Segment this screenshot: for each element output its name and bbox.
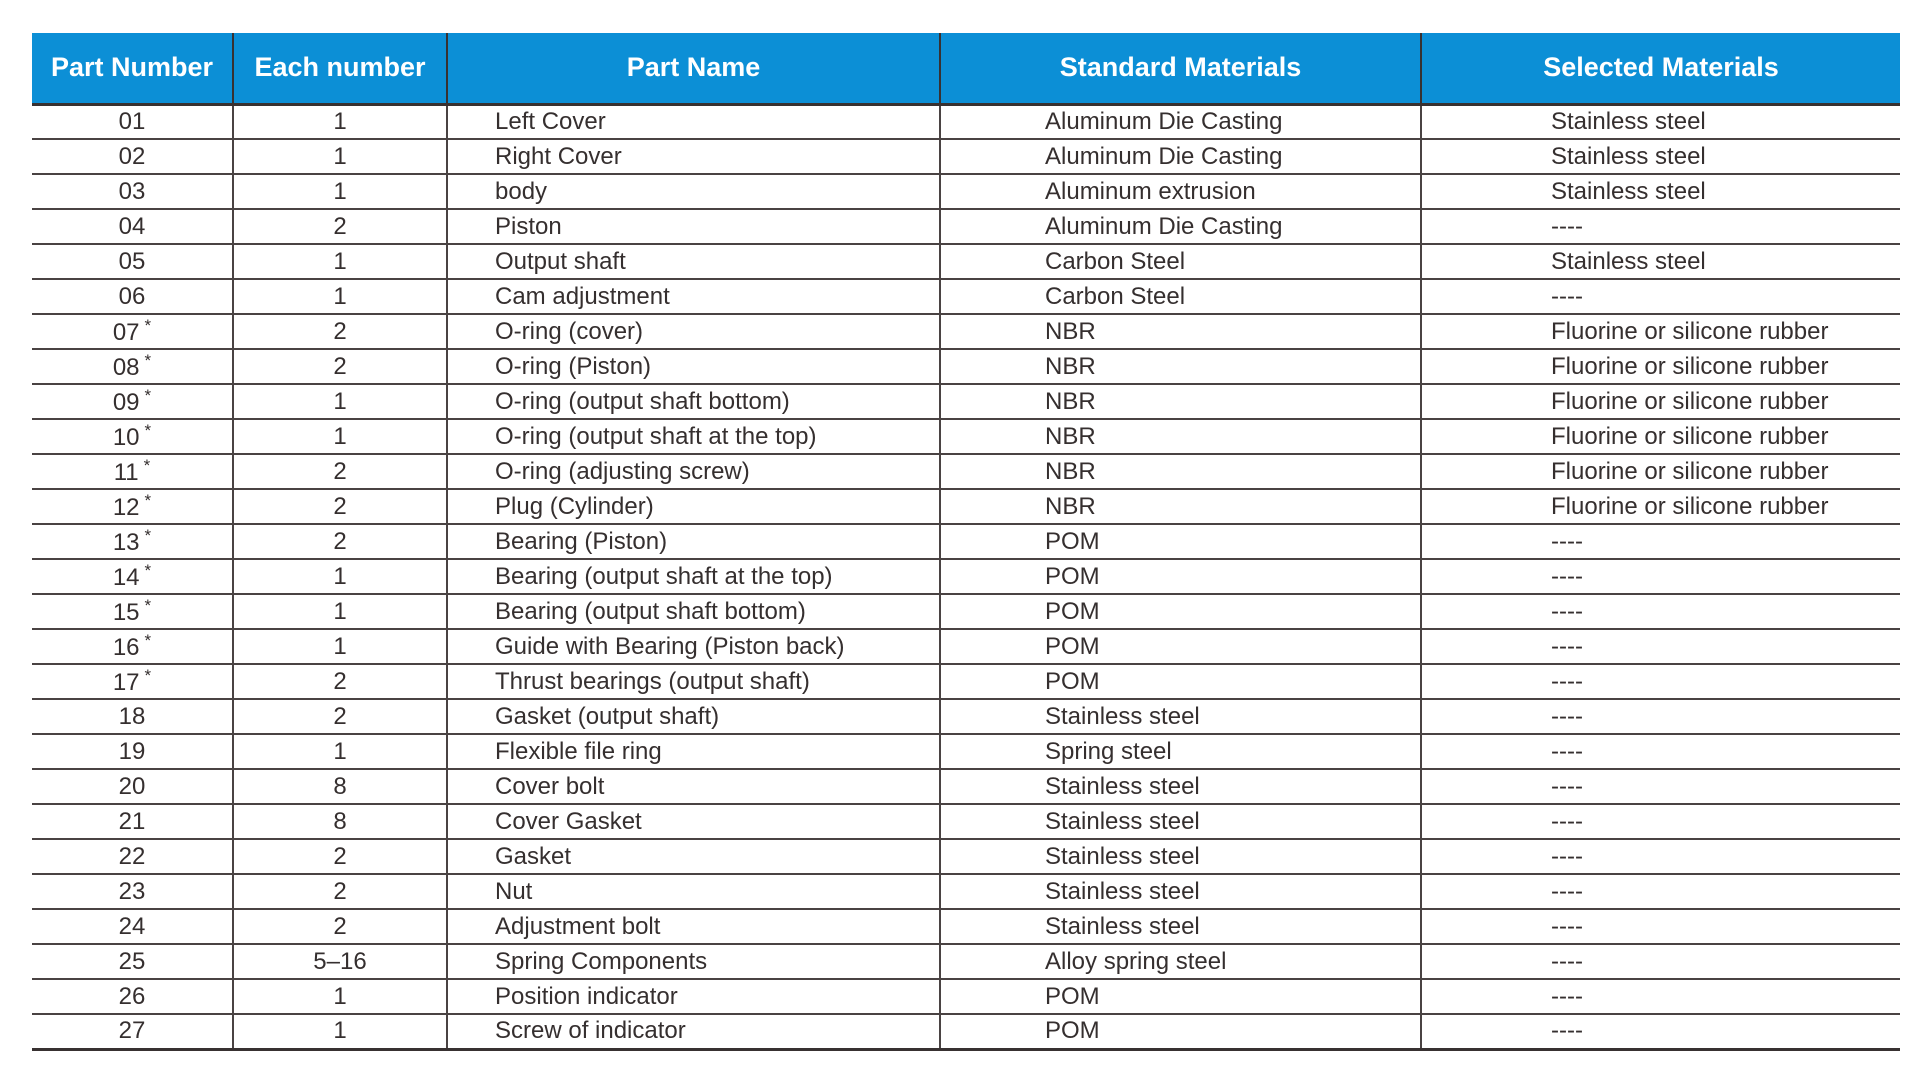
header-row [32, 33, 1900, 104]
table-row [32, 839, 1900, 874]
part-name-cell: Bearing (output shaft at the top) [447, 559, 940, 594]
selected-material-cell: ---- [1421, 769, 1900, 804]
asterisk-marker: * [144, 526, 152, 545]
table-row [32, 419, 1900, 454]
part-number-cell: 27 [32, 1014, 233, 1049]
each-number-cell: 2 [233, 874, 447, 909]
each-number-cell: 1 [233, 174, 447, 209]
part-name-cell: Piston [447, 209, 940, 244]
table-row [32, 314, 1900, 349]
asterisk-marker: * [144, 316, 152, 335]
standard-material-cell: NBR [940, 419, 1421, 454]
each-number-cell: 1 [233, 629, 447, 664]
standard-material-cell: NBR [940, 454, 1421, 489]
asterisk-marker: * [144, 666, 152, 685]
part-number-cell: 20 [32, 769, 233, 804]
part-number-cell: 21 [32, 804, 233, 839]
standard-material-cell: Aluminum Die Casting [940, 139, 1421, 174]
each-number-cell: 1 [233, 104, 447, 139]
selected-material-cell: Fluorine or silicone rubber [1421, 419, 1900, 454]
column-header-standard-materials: Standard Materials [940, 33, 1421, 104]
selected-material-cell: Stainless steel [1421, 104, 1900, 139]
selected-material-cell: Fluorine or silicone rubber [1421, 454, 1900, 489]
standard-material-cell: Stainless steel [940, 769, 1421, 804]
selected-material-cell: ---- [1421, 559, 1900, 594]
each-number-cell: 1 [233, 979, 447, 1014]
each-number-cell: 2 [233, 524, 447, 559]
asterisk-marker: * [144, 351, 152, 370]
standard-material-cell: Alloy spring steel [940, 944, 1421, 979]
asterisk-marker: * [144, 561, 152, 580]
part-name-cell: Spring Components [447, 944, 940, 979]
column-header-each-number: Each number [233, 33, 447, 104]
selected-material-cell: Fluorine or silicone rubber [1421, 349, 1900, 384]
part-name-cell: O-ring (output shaft at the top) [447, 419, 940, 454]
table-row [32, 489, 1900, 524]
table-row [32, 209, 1900, 244]
selected-material-cell: ---- [1421, 524, 1900, 559]
part-name-cell: Right Cover [447, 139, 940, 174]
table-row [32, 384, 1900, 419]
part-name-cell: O-ring (Piston) [447, 349, 940, 384]
selected-material-cell: ---- [1421, 944, 1900, 979]
each-number-cell: 2 [233, 909, 447, 944]
part-number-cell: 14 * [32, 559, 233, 594]
table-row [32, 139, 1900, 174]
part-number-cell: 15 * [32, 594, 233, 629]
selected-material-cell: ---- [1421, 594, 1900, 629]
part-number-cell: 03 [32, 174, 233, 209]
part-number-cell: 13 * [32, 524, 233, 559]
part-name-cell: O-ring (output shaft bottom) [447, 384, 940, 419]
selected-material-cell: Fluorine or silicone rubber [1421, 489, 1900, 524]
part-number-cell: 23 [32, 874, 233, 909]
standard-material-cell: Stainless steel [940, 804, 1421, 839]
standard-material-cell: NBR [940, 314, 1421, 349]
part-number-cell: 19 [32, 734, 233, 769]
column-header-part-name: Part Name [447, 33, 940, 104]
table-row [32, 979, 1900, 1014]
standard-material-cell: POM [940, 979, 1421, 1014]
asterisk-marker: * [144, 491, 152, 510]
part-number-cell: 05 [32, 244, 233, 279]
selected-material-cell: Stainless steel [1421, 139, 1900, 174]
standard-material-cell: Stainless steel [940, 699, 1421, 734]
standard-material-cell: Stainless steel [940, 909, 1421, 944]
part-name-cell: Flexible file ring [447, 734, 940, 769]
each-number-cell: 8 [233, 804, 447, 839]
table-row [32, 629, 1900, 664]
each-number-cell: 1 [233, 1014, 447, 1049]
part-name-cell: O-ring (cover) [447, 314, 940, 349]
table-row [32, 174, 1900, 209]
selected-material-cell: Stainless steel [1421, 244, 1900, 279]
part-name-cell: Bearing (output shaft bottom) [447, 594, 940, 629]
each-number-cell: 5–16 [233, 944, 447, 979]
table-body [32, 104, 1900, 1049]
part-number-cell: 10 * [32, 419, 233, 454]
selected-material-cell: ---- [1421, 874, 1900, 909]
selected-material-cell: ---- [1421, 699, 1900, 734]
each-number-cell: 2 [233, 209, 447, 244]
selected-material-cell: ---- [1421, 734, 1900, 769]
each-number-cell: 1 [233, 279, 447, 314]
each-number-cell: 2 [233, 454, 447, 489]
standard-material-cell: Aluminum extrusion [940, 174, 1421, 209]
table-row [32, 909, 1900, 944]
standard-material-cell: Stainless steel [940, 839, 1421, 874]
part-number-cell: 07 * [32, 314, 233, 349]
part-name-cell: Bearing (Piston) [447, 524, 940, 559]
table-row [32, 594, 1900, 629]
part-number-cell: 02 [32, 139, 233, 174]
part-name-cell: Cam adjustment [447, 279, 940, 314]
table-row [32, 664, 1900, 699]
standard-material-cell: Aluminum Die Casting [940, 209, 1421, 244]
part-number-cell: 16 * [32, 629, 233, 664]
standard-material-cell: POM [940, 1014, 1421, 1049]
selected-material-cell: ---- [1421, 804, 1900, 839]
asterisk-marker: * [143, 456, 151, 475]
each-number-cell: 8 [233, 769, 447, 804]
table-row [32, 1014, 1900, 1049]
each-number-cell: 2 [233, 664, 447, 699]
standard-material-cell: NBR [940, 349, 1421, 384]
part-number-cell: 22 [32, 839, 233, 874]
part-number-cell: 08 * [32, 349, 233, 384]
selected-material-cell: ---- [1421, 979, 1900, 1014]
part-name-cell: Nut [447, 874, 940, 909]
part-number-cell: 24 [32, 909, 233, 944]
table-row [32, 524, 1900, 559]
part-name-cell: Output shaft [447, 244, 940, 279]
standard-material-cell: POM [940, 559, 1421, 594]
page [32, 33, 1900, 1051]
table-row [32, 874, 1900, 909]
asterisk-marker: * [144, 631, 152, 650]
table-row [32, 804, 1900, 839]
part-number-cell: 25 [32, 944, 233, 979]
part-name-cell: O-ring (adjusting screw) [447, 454, 940, 489]
standard-material-cell: Carbon Steel [940, 244, 1421, 279]
each-number-cell: 2 [233, 314, 447, 349]
selected-material-cell: Fluorine or silicone rubber [1421, 384, 1900, 419]
selected-material-cell: ---- [1421, 909, 1900, 944]
part-name-cell: Gasket [447, 839, 940, 874]
selected-material-cell: ---- [1421, 279, 1900, 314]
part-number-cell: 04 [32, 209, 233, 244]
table-row [32, 699, 1900, 734]
standard-material-cell: POM [940, 524, 1421, 559]
part-number-cell: 18 [32, 699, 233, 734]
table-row [32, 244, 1900, 279]
table-row [32, 349, 1900, 384]
each-number-cell: 1 [233, 594, 447, 629]
table-row [32, 454, 1900, 489]
standard-material-cell: NBR [940, 489, 1421, 524]
standard-material-cell: Aluminum Die Casting [940, 104, 1421, 139]
selected-material-cell: ---- [1421, 629, 1900, 664]
part-number-cell: 01 [32, 104, 233, 139]
each-number-cell: 2 [233, 489, 447, 524]
each-number-cell: 1 [233, 384, 447, 419]
each-number-cell: 1 [233, 139, 447, 174]
standard-material-cell: Spring steel [940, 734, 1421, 769]
column-header-selected-materials: Selected Materials [1421, 33, 1900, 104]
selected-material-cell: ---- [1421, 664, 1900, 699]
asterisk-marker: * [144, 596, 152, 615]
selected-material-cell: ---- [1421, 1014, 1900, 1049]
selected-material-cell: ---- [1421, 839, 1900, 874]
part-number-cell: 06 [32, 279, 233, 314]
part-name-cell: body [447, 174, 940, 209]
parts-materials-table [32, 33, 1900, 1051]
standard-material-cell: Stainless steel [940, 874, 1421, 909]
standard-material-cell: POM [940, 594, 1421, 629]
each-number-cell: 1 [233, 559, 447, 594]
part-name-cell: Screw of indicator [447, 1014, 940, 1049]
table-row [32, 944, 1900, 979]
standard-material-cell: POM [940, 664, 1421, 699]
part-name-cell: Adjustment bolt [447, 909, 940, 944]
part-number-cell: 17 * [32, 664, 233, 699]
each-number-cell: 1 [233, 734, 447, 769]
part-name-cell: Plug (Cylinder) [447, 489, 940, 524]
selected-material-cell: ---- [1421, 209, 1900, 244]
part-name-cell: Cover Gasket [447, 804, 940, 839]
standard-material-cell: Carbon Steel [940, 279, 1421, 314]
part-name-cell: Guide with Bearing (Piston back) [447, 629, 940, 664]
asterisk-marker: * [144, 386, 152, 405]
part-name-cell: Position indicator [447, 979, 940, 1014]
each-number-cell: 1 [233, 244, 447, 279]
each-number-cell: 2 [233, 699, 447, 734]
part-number-cell: 11 * [32, 454, 233, 489]
column-header-part-number: Part Number [32, 33, 233, 104]
table-row [32, 559, 1900, 594]
table-header [32, 33, 1900, 104]
table-row [32, 279, 1900, 314]
selected-material-cell: Stainless steel [1421, 174, 1900, 209]
part-name-cell: Gasket (output shaft) [447, 699, 940, 734]
part-name-cell: Cover bolt [447, 769, 940, 804]
part-name-cell: Left Cover [447, 104, 940, 139]
part-number-cell: 09 * [32, 384, 233, 419]
each-number-cell: 2 [233, 839, 447, 874]
selected-material-cell: Fluorine or silicone rubber [1421, 314, 1900, 349]
table-row [32, 769, 1900, 804]
standard-material-cell: NBR [940, 384, 1421, 419]
table-row [32, 104, 1900, 139]
asterisk-marker: * [144, 421, 152, 440]
part-number-cell: 26 [32, 979, 233, 1014]
table-row [32, 734, 1900, 769]
part-name-cell: Thrust bearings (output shaft) [447, 664, 940, 699]
standard-material-cell: POM [940, 629, 1421, 664]
part-number-cell: 12 * [32, 489, 233, 524]
each-number-cell: 2 [233, 349, 447, 384]
each-number-cell: 1 [233, 419, 447, 454]
